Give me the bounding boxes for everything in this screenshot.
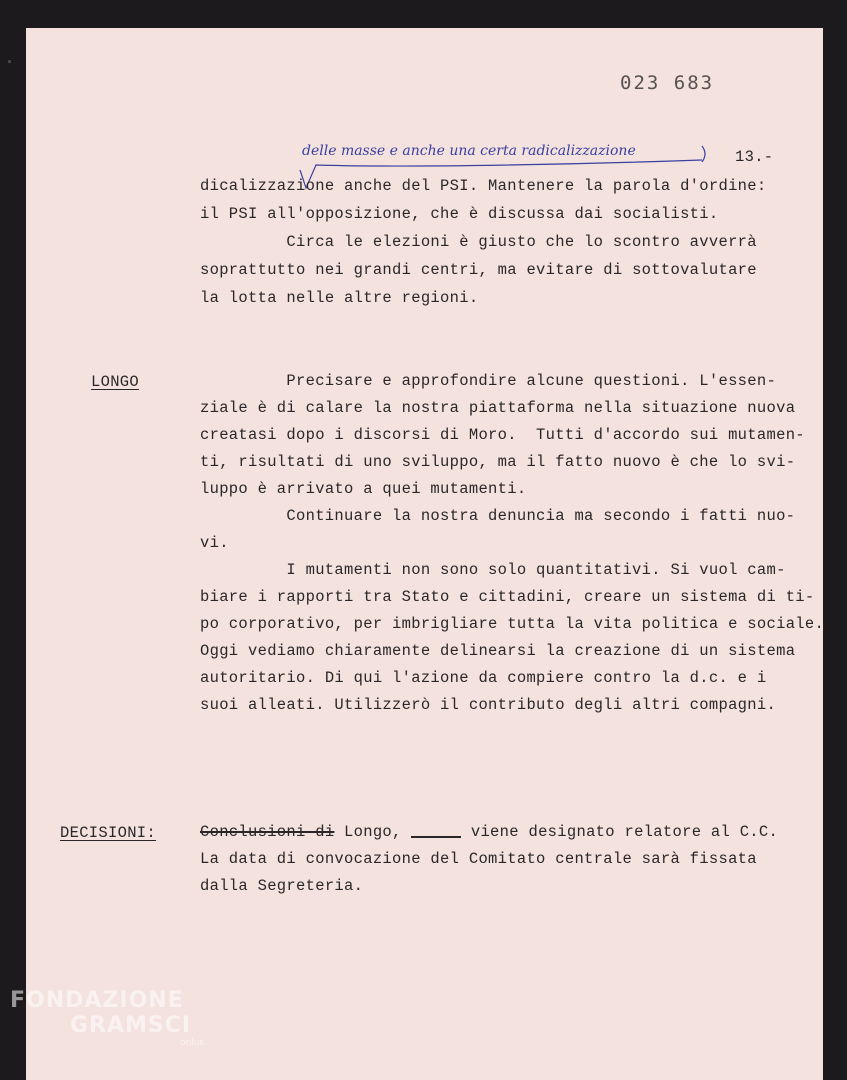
text-line: soprattutto nei grandi centri, ma evitare di sottovalutare [200,261,757,279]
margin-mark [8,60,11,63]
watermark-line: GRAMSCI [70,1013,192,1038]
text-line: po corporativo, per imbrigliare tutta la vita politica e sociale. [200,615,825,633]
text-line: la lotta nelle altre regioni. [200,289,479,307]
text-line: dicalizzazione anche del PSI. Mantenere la parola d'ordine: [200,177,767,195]
page-number: 13.- [735,148,774,166]
scribble-mark [411,826,461,838]
text-line: luppo è arrivato a quei mutamenti. [200,480,527,498]
text-fragment: Longo, [344,823,402,841]
text-line: ti, risultati di uno sviluppo, ma il fatto nuovo è che lo svi- [200,453,796,471]
text-line: creatasi dopo i discorsi di Moro. Tutti d'accordo sui mutamen- [200,426,805,444]
speaker-label-longo: LONGO [91,373,140,391]
text-line: Circa le elezioni è giusto che lo scontro avverrà [248,233,757,251]
fondazione-gramsci-watermark [10,988,204,1048]
watermark-line: onlus [180,1038,205,1048]
text-line: Oggi vediamo chiaramente delinearsi la creazione di un sistema [200,642,796,660]
text-fragment: viene designato relatore al C.C. [470,823,779,841]
text-line: Precisare e approfondire alcune questioni. L'essen- [248,372,777,390]
text-line: dalla Segreteria. [200,877,364,895]
text-line: I mutamenti non sono solo quantitativi. Si vuol cam- [248,561,786,579]
text-line: Continuare la nostra denuncia ma secondo i fatti nuo- [248,507,796,525]
text-line: ziale è di calare la nostra piattaforma nella situazione nuova [200,399,796,417]
handwritten-insertion: delle masse e anche una certa radicalizzazione [302,143,636,159]
text-line: il PSI all'opposizione, che è discussa dai socialisti. [200,205,719,223]
archive-number-stamp: 023 683 [620,72,715,94]
text-line: autoritario. Di qui l'azione da compiere contro la d.c. e i [200,669,767,687]
watermark-line: FONDAZIONE [10,988,184,1013]
decisions-label: DECISIONI: [60,824,157,842]
text-line: suoi alleati. Utilizzerò il contributo degli altri compagni. [200,696,777,714]
text-line: biare i rapporti tra Stato e cittadini, creare un sistema di ti- [200,588,815,606]
text-line: La data di convocazione del Comitato centrale sarà fissata [200,850,757,868]
struck-text: Conclusioni di [200,823,335,841]
decisions-first-line [200,825,778,841]
text-line: vi. [200,534,229,552]
